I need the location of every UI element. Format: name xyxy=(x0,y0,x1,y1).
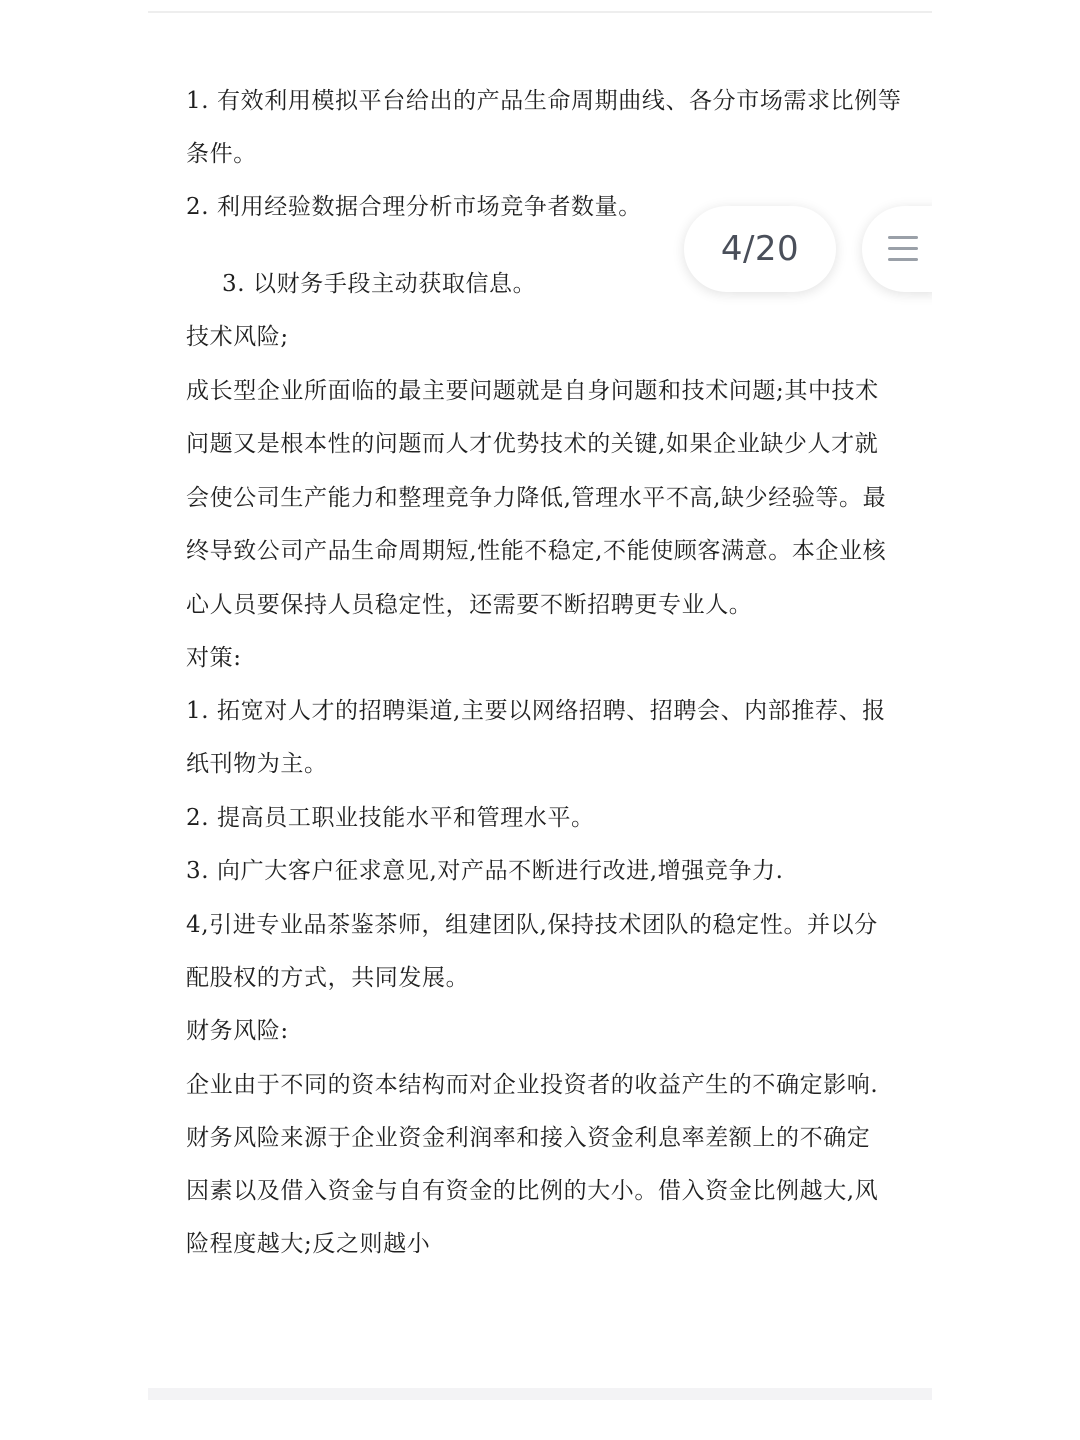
text-line: 条件。 xyxy=(186,141,257,167)
text-line: 终导致公司产品生命周期短,性能不稳定,不能使顾客满意。本企业核 xyxy=(186,538,887,564)
text-line: 1. 拓宽对人才的招聘渠道,主要以网络招聘、招聘会、内部推荐、报 xyxy=(186,698,886,724)
text-line: 会使公司生产能力和整理竞争力降低,管理水平不高,缺少经验等。最 xyxy=(186,485,887,511)
text-line: 财务风险来源于企业资金利润率和接入资金利息率差额上的不确定 xyxy=(186,1125,871,1151)
text-line: 成长型企业所面临的最主要问题就是自身问题和技术问题;其中技术 xyxy=(186,378,879,404)
text-line: 心人员要保持人员稳定性，还需要不断招聘更专业人。 xyxy=(186,592,753,618)
text-line: 配股权的方式，共同发展。 xyxy=(186,965,470,991)
menu-clip-mask xyxy=(932,190,1080,310)
text-line: 3. 以财务手段主动获取信息。 xyxy=(222,271,537,297)
text-line: 问题又是根本性的问题而人才优势技术的关键,如果企业缺少人才就 xyxy=(186,431,879,457)
text-line: 3. 向广大客户征求意见,对产品不断进行改进,增强竞争力. xyxy=(186,858,784,884)
section-heading-tech-risk: 技术风险; xyxy=(186,324,289,350)
hamburger-menu-icon xyxy=(888,236,918,262)
top-divider xyxy=(148,11,932,13)
page-indicator[interactable] xyxy=(684,206,836,292)
text-line: 2. 利用经验数据合理分析市场竞争者数量。 xyxy=(186,194,642,220)
page-indicator-label: 4/20 xyxy=(720,229,800,269)
section-heading-financial-risk: 财务风险: xyxy=(186,1018,289,1044)
text-line: 2. 提高员工职业技能水平和管理水平。 xyxy=(186,805,595,831)
text-line: 1. 有效利用模拟平台给出的产品生命周期曲线、各分市场需求比例等 xyxy=(186,88,902,114)
text-line: 险程度越大;反之则越小 xyxy=(186,1231,431,1257)
text-line: 企业由于不同的资本结构而对企业投资者的收益产生的不确定影响. xyxy=(186,1072,879,1098)
bottom-divider xyxy=(148,1388,932,1400)
section-heading-countermeasures: 对策: xyxy=(186,645,242,671)
menu-button[interactable] xyxy=(862,206,942,292)
text-line: 纸刊物为主。 xyxy=(186,751,328,777)
text-line: 4,引进专业品茶鉴茶师，组建团队,保持技术团队的稳定性。并以分 xyxy=(186,912,878,938)
text-line: 因素以及借入资金与自有资金的比例的大小。借入资金比例越大,风 xyxy=(186,1178,879,1204)
